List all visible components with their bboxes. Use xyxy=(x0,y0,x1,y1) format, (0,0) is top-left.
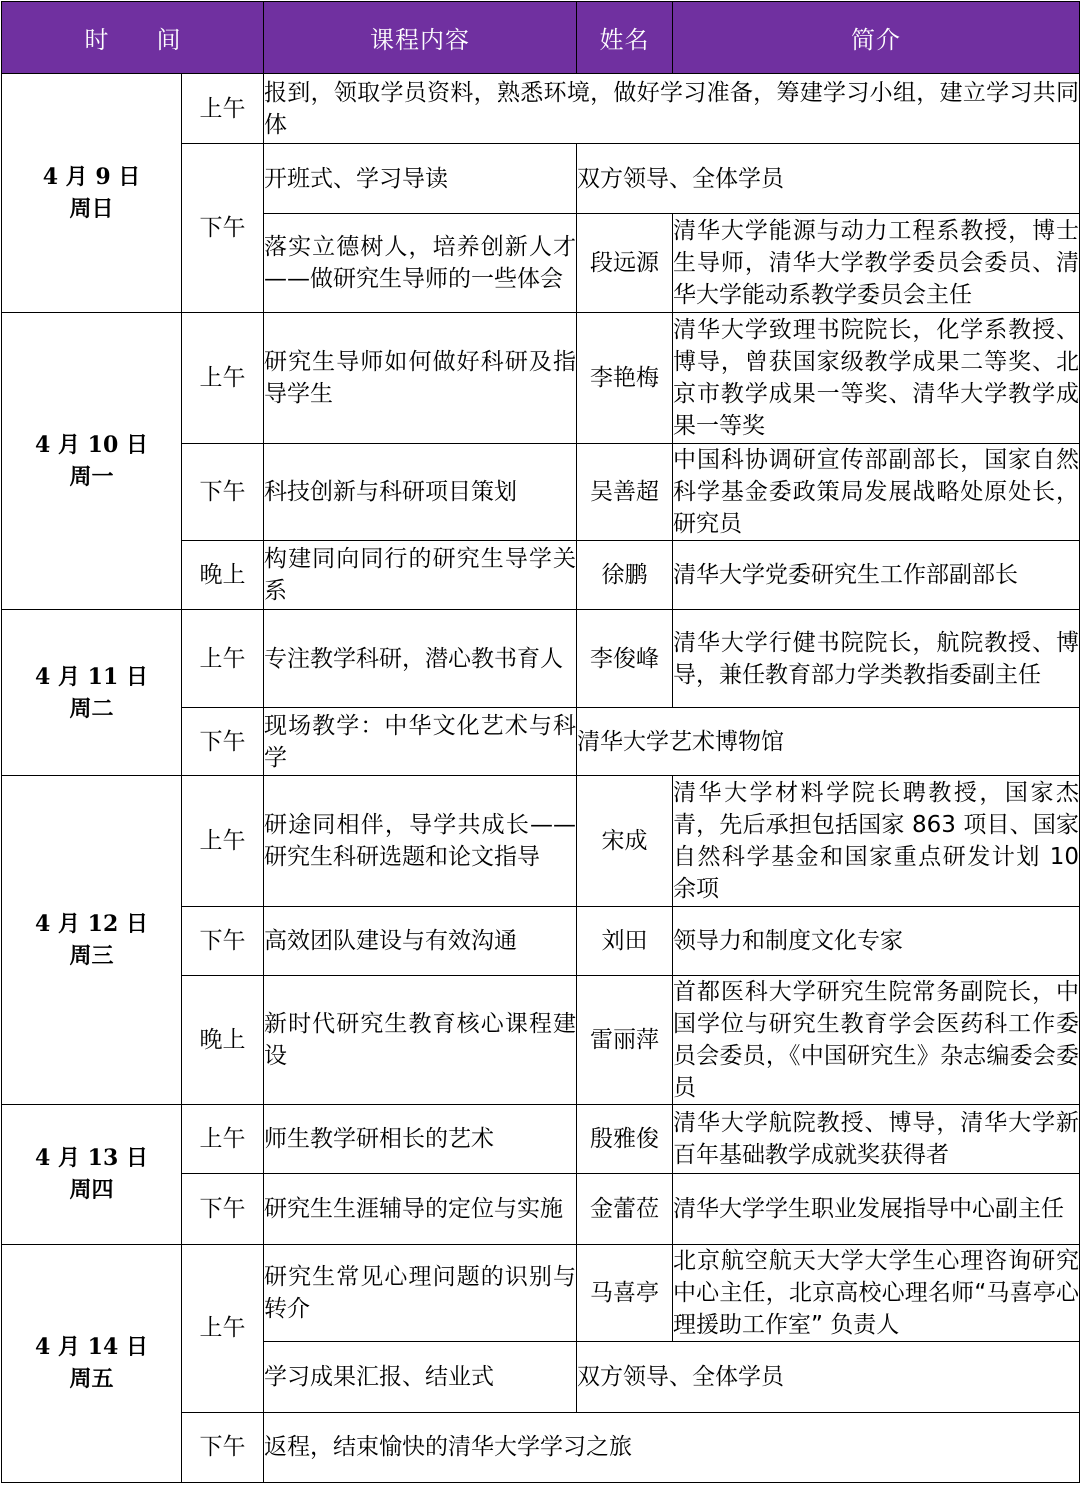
course-cell: 研途同相伴，导学共成长——研究生科研选题和论文指导 xyxy=(264,776,577,906)
header-row xyxy=(2,2,1080,74)
course-cell: 研究生常见心理问题的识别与转介 xyxy=(264,1244,577,1341)
period-cell: 下午 xyxy=(182,708,264,776)
period-cell: 上午 xyxy=(182,313,264,444)
day-cell xyxy=(2,74,182,313)
course-cell: 现场教学：中华文化艺术与科学 xyxy=(264,708,577,776)
weekday-label: 周三 xyxy=(69,943,114,970)
course-cell: 开班式、学习导读 xyxy=(264,144,577,214)
table-row xyxy=(2,313,1080,444)
table-row xyxy=(2,1244,1080,1341)
date-label: 4 月 11 日 xyxy=(35,663,148,690)
speaker-name: 殷雅俊 xyxy=(577,1104,673,1173)
weekday-label: 周四 xyxy=(69,1177,114,1204)
header-intro: 简介 xyxy=(673,2,1080,74)
course-cell: 师生教学研相长的艺术 xyxy=(264,1104,577,1173)
course-cell: 研究生导师如何做好科研及指导学生 xyxy=(264,313,577,444)
date-label: 4 月 10 日 xyxy=(35,432,148,459)
course-cell: 专注教学科研，潜心教书育人 xyxy=(264,610,577,708)
period-cell: 晚上 xyxy=(182,975,264,1104)
course-cell: 高效团队建设与有效沟通 xyxy=(264,906,577,975)
table-row xyxy=(2,610,1080,708)
speaker-name: 马喜亭 xyxy=(577,1244,673,1341)
date-label: 4 月 13 日 xyxy=(35,1145,148,1172)
speaker-name: 徐鹏 xyxy=(577,541,673,610)
period-cell: 晚上 xyxy=(182,541,264,610)
course-cell: 落实立德树人，培养创新人才——做研究生导师的一些体会 xyxy=(264,214,577,313)
speaker-bio: 清华大学行健书院院长，航院教授、博导，兼任教育部力学类教指委副主任 xyxy=(673,610,1080,708)
day-cell xyxy=(2,1244,182,1482)
speaker-bio: 清华大学学生职业发展指导中心副主任 xyxy=(673,1173,1080,1244)
speaker-bio: 清华大学航院教授、博导，清华大学新百年基础教学成就奖获得者 xyxy=(673,1104,1080,1173)
weekday-label: 周一 xyxy=(69,464,114,491)
speaker-bio: 清华大学致理书院院长，化学系教授、博导，曾获国家级教学成果二等奖、北京市教学成果一等奖、清华大学教学成果一等奖 xyxy=(673,313,1080,444)
period-cell: 下午 xyxy=(182,1173,264,1244)
table-row xyxy=(2,776,1080,906)
period-cell: 上午 xyxy=(182,610,264,708)
period-cell: 下午 xyxy=(182,906,264,975)
venue-cell: 清华大学艺术博物馆 xyxy=(577,708,1080,776)
speaker-name: 李俊峰 xyxy=(577,610,673,708)
period-cell: 上午 xyxy=(182,1104,264,1173)
header-name: 姓名 xyxy=(577,2,673,74)
speaker-bio: 清华大学材料学院长聘教授，国家杰青，先后承担包括国家 863 项目、国家自然科学基金和国家重点研发计划 10 余项 xyxy=(673,776,1080,906)
course-cell: 研究生生涯辅导的定位与实施 xyxy=(264,1173,577,1244)
weekday-label: 周日 xyxy=(69,196,114,223)
participants-cell: 双方领导、全体学员 xyxy=(577,1341,1080,1412)
session-full-cell: 报到，领取学员资料，熟悉环境，做好学习准备，筹建学习小组，建立学习共同体 xyxy=(264,74,1080,144)
day-cell xyxy=(2,776,182,1104)
session-full-cell: 返程，结束愉快的清华大学学习之旅 xyxy=(264,1412,1080,1482)
schedule-table xyxy=(1,1,1080,1483)
speaker-bio: 清华大学党委研究生工作部副部长 xyxy=(673,541,1080,610)
date-label: 4 月 9 日 xyxy=(42,164,141,191)
table-row xyxy=(2,74,1080,144)
speaker-name: 段远源 xyxy=(577,214,673,313)
speaker-name: 吴善超 xyxy=(577,444,673,541)
date-label: 4 月 12 日 xyxy=(35,911,148,938)
weekday-label: 周二 xyxy=(69,695,114,722)
date-label: 4 月 14 日 xyxy=(35,1334,148,1361)
day-cell xyxy=(2,610,182,776)
day-cell xyxy=(2,313,182,610)
speaker-bio: 中国科协调研宣传部副部长，国家自然科学基金委政策局发展战略处原处长，研究员 xyxy=(673,444,1080,541)
speaker-name: 李艳梅 xyxy=(577,313,673,444)
day-cell xyxy=(2,1104,182,1244)
course-cell: 新时代研究生教育核心课程建设 xyxy=(264,975,577,1104)
table-row xyxy=(2,1104,1080,1173)
period-cell: 下午 xyxy=(182,1412,264,1482)
period-cell: 上午 xyxy=(182,74,264,144)
speaker-bio: 清华大学能源与动力工程系教授，博士生导师，清华大学教学委员会委员、清华大学能动系教学委员会主任 xyxy=(673,214,1080,313)
course-cell: 构建同向同行的研究生导学关系 xyxy=(264,541,577,610)
period-cell: 下午 xyxy=(182,144,264,313)
speaker-bio: 首都医科大学研究生院常务副院长，中国学位与研究生教育学会医药科工作委员会委员，《中国研究生》杂志编委会委员 xyxy=(673,975,1080,1104)
weekday-label: 周五 xyxy=(69,1366,114,1393)
period-cell: 上午 xyxy=(182,1244,264,1412)
speaker-bio: 领导力和制度文化专家 xyxy=(673,906,1080,975)
period-cell: 上午 xyxy=(182,776,264,906)
speaker-name: 刘田 xyxy=(577,906,673,975)
speaker-name: 宋成 xyxy=(577,776,673,906)
speaker-name: 雷丽萍 xyxy=(577,975,673,1104)
speaker-bio: 北京航空航天大学大学生心理咨询研究中心主任，北京高校心理名师“马喜亭心理援助工作室” 负责人 xyxy=(673,1244,1080,1341)
course-cell: 学习成果汇报、结业式 xyxy=(264,1341,577,1412)
course-cell: 科技创新与科研项目策划 xyxy=(264,444,577,541)
header-time: 时 间 xyxy=(2,2,264,74)
header-course: 课程内容 xyxy=(264,2,577,74)
period-cell: 下午 xyxy=(182,444,264,541)
speaker-name: 金蕾莅 xyxy=(577,1173,673,1244)
participants-cell: 双方领导、全体学员 xyxy=(577,144,1080,214)
